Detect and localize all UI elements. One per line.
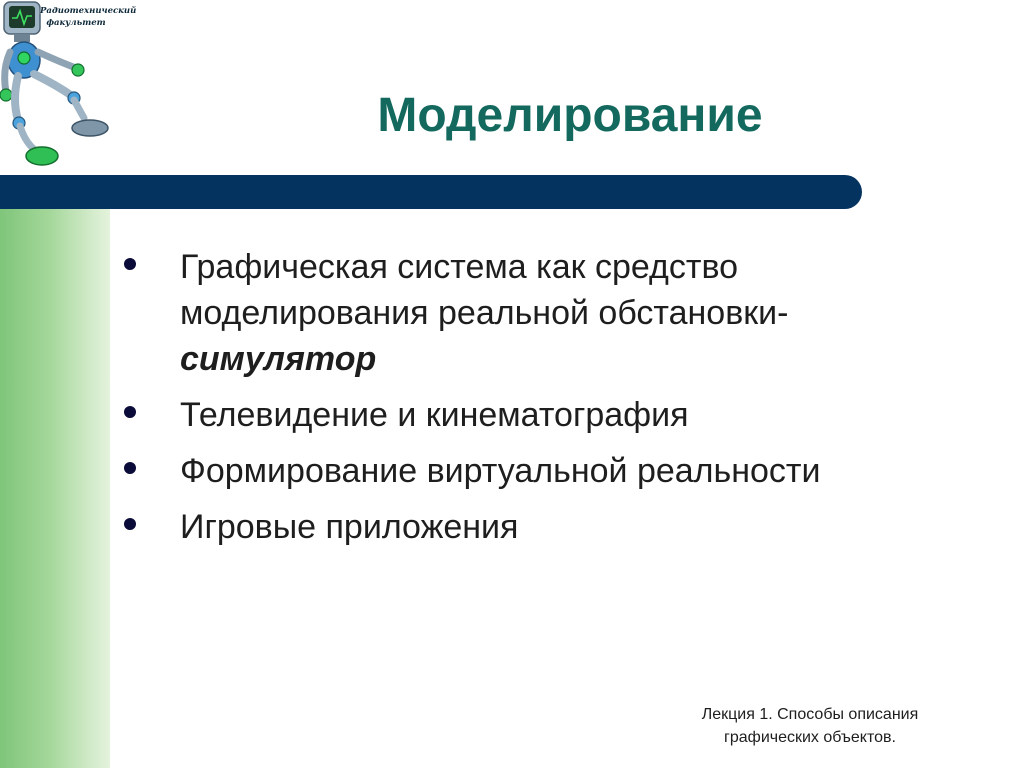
faculty-name: Радиотехнический факультет: [40, 6, 137, 28]
faculty-logo: [0, 0, 137, 172]
bullet-text-main: Графическая система как средство моделирования реальной обстановки-: [180, 248, 789, 332]
bullet-icon: [124, 406, 136, 418]
bullet-text: [180, 244, 960, 382]
list-item: [0, 448, 1024, 494]
slide-title: Моделирование: [377, 89, 763, 142]
bullet-text: Телевидение и кинематография: [180, 396, 689, 434]
bullet-emphasis: симулятор: [180, 340, 377, 378]
footer-line-1: Лекция 1. Способы описания: [701, 706, 919, 723]
slide-footer: [640, 703, 980, 749]
bullet-icon: [124, 518, 136, 530]
bullet-icon: [124, 462, 136, 474]
bullet-text: Игровые приложения: [180, 508, 519, 546]
bullet-list: [0, 244, 1024, 560]
bullet-icon: [124, 258, 136, 270]
list-item: [0, 504, 1024, 550]
list-item: [0, 392, 1024, 438]
list-item: [0, 244, 1024, 382]
footer-line-2: графических объектов.: [724, 729, 896, 746]
bullet-text: Формирование виртуальной реальности: [180, 452, 821, 490]
title-divider-bar: [0, 175, 862, 209]
